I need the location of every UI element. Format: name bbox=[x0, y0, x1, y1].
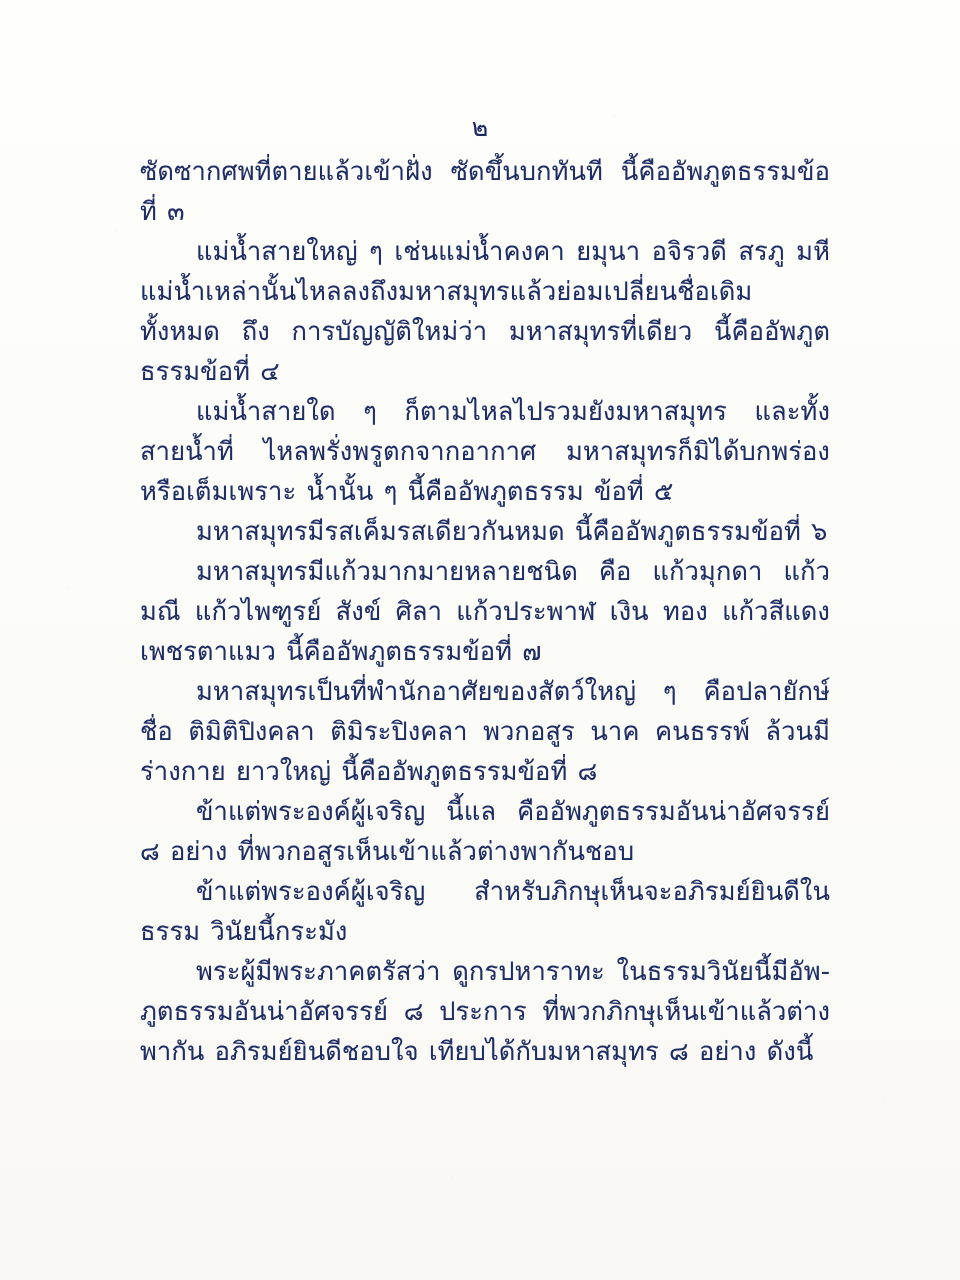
paragraph: มหาสมุทรเป็นที่พำนักอาศัยของสัตว์ใหญ่ ๆ คือปลายักษ์ ชื่อ ติมิติปิงคลา ติมิระปิงคลา พวกอสูร นาค คนธรรพ์ ล้วนมีร่างกาย ยาวใหญ่ นี้คืออัพภูตธรรมข้อที่ ๘ bbox=[140, 677, 830, 787]
paragraph: ข้าแต่พระองค์ผู้เจริญ นี้แล คืออัพภูตธรรมอันน่าอัศจรรย์ ๘ อย่าง ที่พวกอสูรเห็นเข้าแล้วต่างพากันชอบ bbox=[140, 797, 830, 867]
paragraph: แม่น้ำสายใด ๆ ก็ตามไหลไปรวมยังมหาสมุทร และทั้งสายน้ำที่ ไหลพรั่งพรูตกจากอากาศ มหาสมุทรก็มิได้บกพร่อง หรือเต็มเพราะ น้ำนั้น ๆ นี้คืออัพภูตธรรม ข้อที่ ๕ bbox=[140, 397, 830, 507]
paragraph: แม่น้ำสายใหญ่ ๆ เช่นแม่น้ำคงคา ยมุนา อจิรวดี สรภู มหี แม่น้ำเหล่านั้นไหลลงถึงมหาสมุทรแล้วย่อมเปลี่ยนชื่อเดิมทั้งหมด ถึง การบัญญัติใหม่ว่า มหาสมุทรที่เดียว นี้คืออัพภูตธรรมข้อที่ ๔ bbox=[140, 237, 830, 387]
paragraph: มหาสมุทรมีแก้วมากมายหลายชนิด คือ แก้วมุกดา แก้วมณี แก้วไพฑูรย์ สังข์ ศิลา แก้วประพาฬ เงิน ทอง แก้วสีแดง เพชรตาแมว นี้คืออัพภูตธรรมข้อที่ ๗ bbox=[140, 557, 830, 667]
paragraph: มหาสมุทรมีรสเค็มรสเดียวกันหมด นี้คืออัพภูตธรรมข้อที่ ๖ bbox=[196, 517, 828, 547]
body-text bbox=[140, 152, 830, 1072]
paragraph: พระผู้มีพระภาคตรัสว่า ดูกรปหาราทะ ในธรรมวินัยนี้มีอัพ- ภูตธรรมอันน่าอัศจรรย์ ๘ ประการ ที่พวกภิกษุเห็นเข้าแล้วต่างพากัน อภิรมย์ยินดีชอบใจ เทียบได้กับมหาสมุทร ๘ อย่าง ดังนี้ bbox=[140, 957, 830, 1067]
page-number: ๒ bbox=[471, 113, 489, 142]
paragraph: ข้าแต่พระองค์ผู้เจริญ สำหรับภิกษุเห็นจะอภิรมย์ยินดีในธรรม วินัยนี้กระมัง bbox=[140, 877, 830, 947]
paragraph: ซัดซากศพที่ตายแล้วเข้าฝั่ง ซัดขึ้นบกทันที นี้คืออัพภูตธรรมข้อที่ ๓ bbox=[140, 157, 830, 227]
